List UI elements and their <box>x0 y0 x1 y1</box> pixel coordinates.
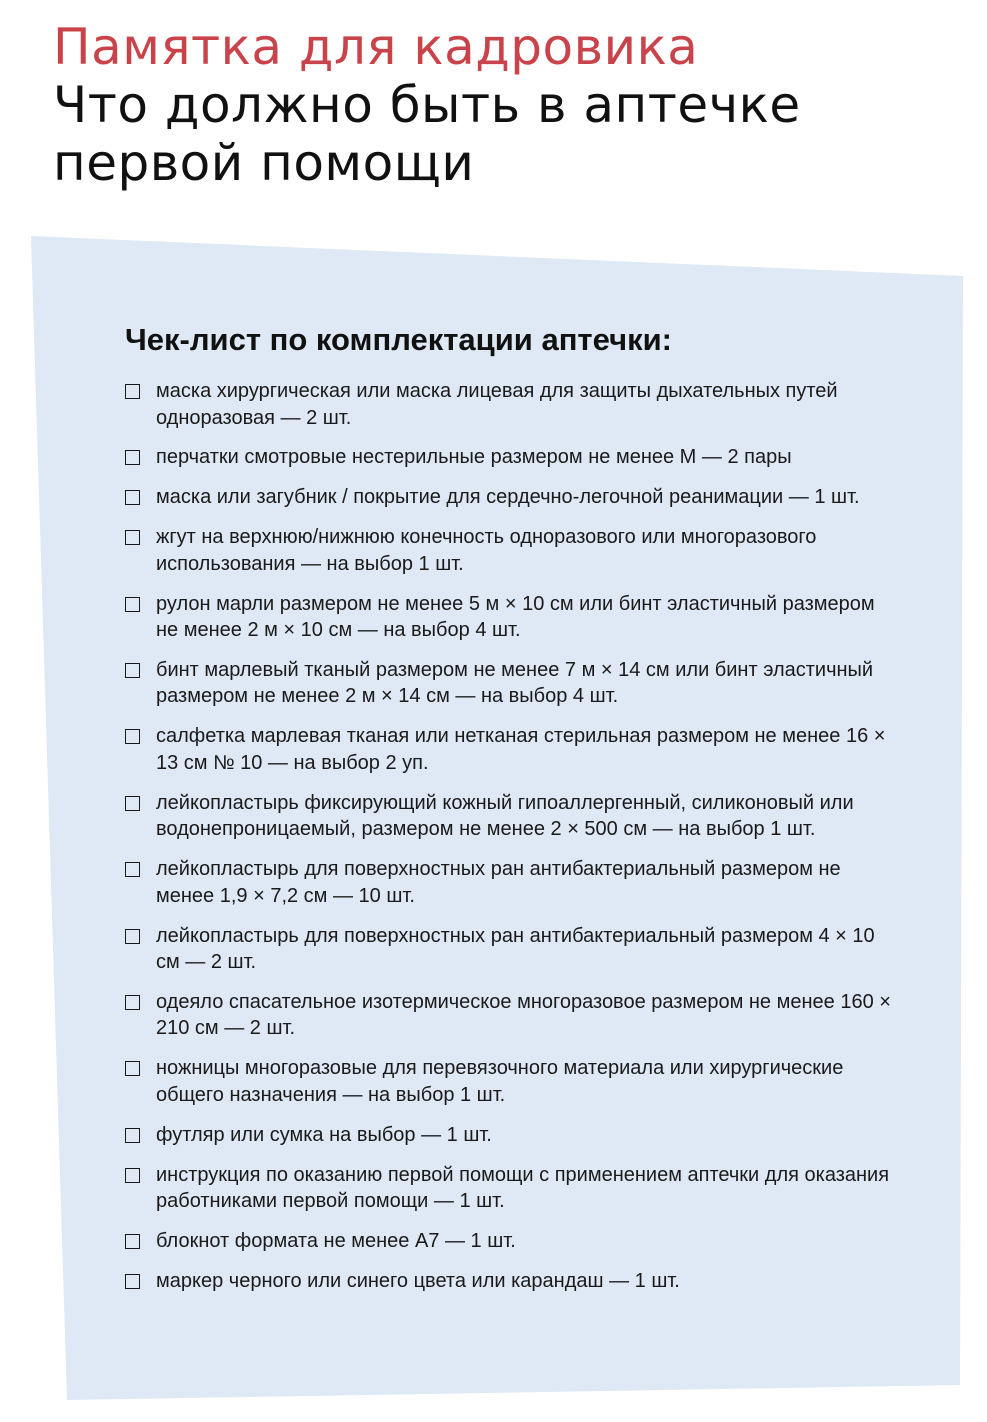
checklist-item-text: рулон марли размером не менее 5 м × 10 см или бинт эластичный размером не менее 2 м × 10 см — на выбор 4 шт. <box>156 592 875 642</box>
checklist-item <box>125 591 905 644</box>
checklist-item-text: блокнот формата не менее А7 — 1 шт. <box>156 1229 516 1252</box>
checkbox[interactable] <box>125 1274 140 1289</box>
checkbox[interactable] <box>125 1128 140 1143</box>
checklist-item <box>125 657 905 710</box>
checklist-item-text: перчатки смотровые нестерильные размером не менее M — 2 пары <box>156 446 792 469</box>
checklist-item-text: маска хирургическая или маска лицевая для защиты дыхательных путей одноразовая — 2 шт. <box>156 380 838 429</box>
checkbox[interactable] <box>125 597 140 612</box>
checklist-item <box>125 1162 905 1215</box>
checklist-item <box>125 484 905 511</box>
checkbox[interactable] <box>125 384 140 399</box>
checkbox[interactable] <box>125 450 140 465</box>
checklist-item-text: лейкопластырь для поверхностных ран антибактериальный размером 4 × 10 см — 2 шт. <box>156 924 875 974</box>
checkbox[interactable] <box>125 796 140 811</box>
checkbox[interactable] <box>125 530 140 545</box>
checklist-item <box>125 856 905 909</box>
checklist-item-text: ножницы многоразовые для перевязочного материала или хирургические общего назначения — на выбор 1 шт. <box>156 1057 844 1106</box>
checklist <box>125 378 905 1294</box>
checklist-item-text: одеяло спасательное изотермическое многоразовое размером не менее 160 × 210 см — 2 шт. <box>156 990 891 1040</box>
checklist-item-text: бинт марлевый тканый размером не менее 7 м × 14 см или бинт эластичный размером не менее 2 м × 14 см — на выбор 4 шт. <box>156 658 874 708</box>
checklist-item <box>125 790 905 843</box>
checkbox[interactable] <box>125 995 140 1010</box>
page-header <box>53 18 953 192</box>
checklist-item <box>125 1122 905 1149</box>
checklist-item <box>125 989 905 1042</box>
checklist-item-text: маркер черного или синего цвета или карандаш — 1 шт. <box>156 1269 680 1292</box>
checkbox[interactable] <box>125 1168 140 1183</box>
page-subtitle: Памятка для кадровика <box>53 18 699 76</box>
checklist-item-text: салфетка марлевая тканая или нетканая стерильная размером не менее 16 × 13 см № 10 — на выбор 2 уп. <box>156 725 886 774</box>
checklist-item-text: инструкция по оказанию первой помощи с применением аптечки для оказания работниками первой помощи — 1 шт. <box>156 1163 890 1213</box>
checklist-heading: Чек-лист по комплектации аптечки: <box>125 322 672 357</box>
checklist-item <box>125 378 905 431</box>
checkbox[interactable] <box>125 1234 140 1249</box>
checklist-item <box>125 524 905 577</box>
checklist-item <box>125 1228 905 1255</box>
checklist-item-text: лейкопластырь фиксирующий кожный гипоаллергенный, силиконовый или водонепроницаемый, размером не менее 2 × 500 см — на выбор 1 шт. <box>156 791 854 841</box>
checklist-item-text: лейкопластырь для поверхностных ран антибактериальный размером не менее 1,9 × 7,2 см — 10 шт. <box>156 858 841 907</box>
checklist-item <box>125 444 905 471</box>
checkbox[interactable] <box>125 490 140 505</box>
checkbox[interactable] <box>125 663 140 678</box>
checklist-item <box>125 1055 905 1108</box>
checkbox[interactable] <box>125 929 140 944</box>
checklist-panel <box>125 320 905 1308</box>
checklist-item-text: маска или загубник / покрытие для сердечно-легочной реанимации — 1 шт. <box>156 486 860 509</box>
checklist-item <box>125 923 905 976</box>
checklist-item-text: футляр или сумка на выбор — 1 шт. <box>156 1123 492 1146</box>
checkbox[interactable] <box>125 1061 140 1076</box>
page-title: Что должно быть в аптечке первой помощи <box>53 76 801 192</box>
checklist-item <box>125 723 905 776</box>
checkbox[interactable] <box>125 862 140 877</box>
checklist-item <box>125 1268 905 1295</box>
checklist-item-text: жгут на верхнюю/нижнюю конечность одноразового или многоразового использования — на выбор 1 шт. <box>156 526 817 575</box>
checkbox[interactable] <box>125 729 140 744</box>
